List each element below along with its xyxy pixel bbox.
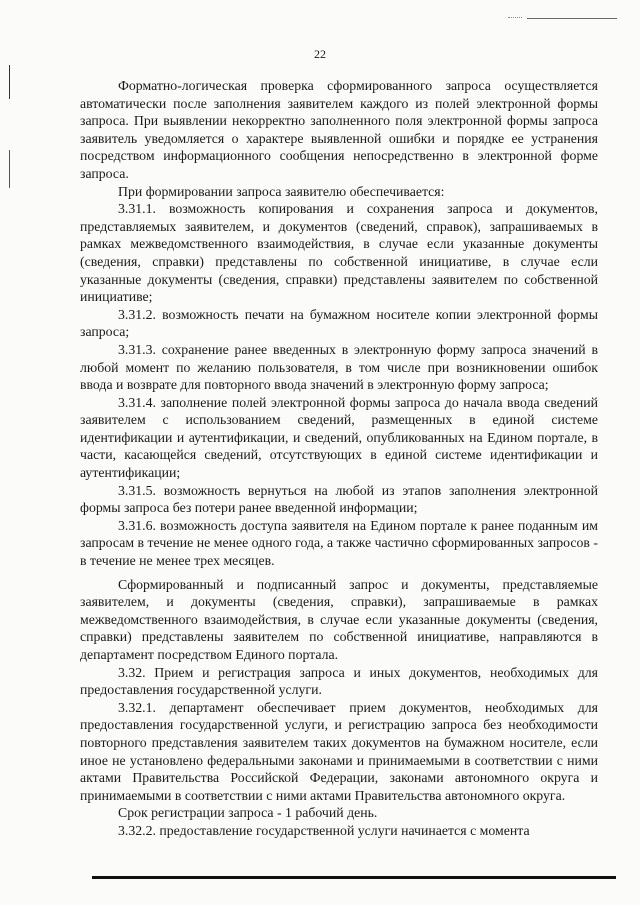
top-dotted-mark: [508, 17, 522, 20]
paragraph-3-31-4: 3.31.4. заполнение полей электронной формы запроса до начала ввода сведений заявителем с использованием сведений, размещенных в единой системе идентификации и аутентификации, и сведений, опубликованных на Едином портале, в части, касающейся сведений, отсутствующих в единой системе идентификации и аутентификации;: [80, 394, 598, 481]
paragraph-3-32-2: 3.32.2. предоставление государственной услуги начинается с момента: [118, 822, 530, 838]
paragraph-3-31-1: 3.31.1. возможность копирования и сохранения запроса и документов, представляемых заявителем, и документов (сведений, справок), запрашиваемых в рамках межведомственного взаимодействия, в случае если указанные документы (сведения, справки) представлены по собственной инициативе, в случае если указанные документы (сведения, справки) представлены заявителем по собственной инициативе;: [80, 201, 598, 305]
document-body: [80, 77, 598, 840]
paragraph-submitted-request: Сформированный и подписанный запрос и документы, представляемые заявителем, и документы (сведения, справки), запрашиваемые в рамках межведомственного взаимодействия, в случае если указанные документы (сведения, справки) представлены заявителем по собственной инициативе, направляются в департамент посредством Единого портала.: [80, 576, 598, 662]
bottom-rule: [92, 876, 616, 879]
paragraph-3-31-3: 3.31.3. сохранение ранее введенных в электронную форму запроса значений в любой момент по желанию пользователя, в том числе при возникновении ошибок ввода и возврате для повторного ввода значений в электронную форму запроса;: [80, 341, 598, 393]
paragraph-3-32-1: 3.32.1. департамент обеспечивает прием документов, необходимых для предоставления государственной услуги, и регистрацию запроса без необходимости повторного представления заявителем таких документов на бумажном носителе, если иное не установлено федеральными законами и принимаемыми в соответствии с ними актами Правительства Российской Федерации, законами автономного округа и принимаемыми в соответствии с ними актами Правительства автономного округа.: [80, 699, 598, 803]
paragraph-3-32: 3.32. Прием и регистрация запроса и иных документов, необходимых для предоставления государственной услуги.: [80, 664, 598, 698]
page-number: 22: [314, 47, 326, 61]
paragraph-3-31-5: 3.31.5. возможность вернуться на любой из этапов заполнения электронной формы запроса без потери ранее введенной информации;: [80, 482, 598, 516]
paragraph-3-31-2: 3.31.2. возможность печати на бумажном носителе копии электронной формы запроса;: [80, 306, 598, 340]
paragraph-intro: При формировании запроса заявителю обеспечивается:: [118, 183, 445, 199]
paragraph-registration-term: Срок регистрации запроса - 1 рабочий день.: [118, 805, 378, 821]
paragraph-format-check: Форматно-логическая проверка сформированного запроса осуществляется автоматически после заполнения заявителем каждого из полей электронной формы запроса. При выявлении некорректно заполненного поля электронной формы запроса заявитель уведомляется о характере выявленной ошибки и порядке ее устранения посредством информационного сообщения непосредственно в электронной форме запроса.: [80, 78, 598, 181]
margin-mark: [9, 65, 10, 99]
top-rule: [527, 18, 617, 19]
margin-mark: [9, 150, 10, 188]
paragraph-3-31-6: 3.31.6. возможность доступа заявителя на Едином портале к ранее поданным им запросам в течение не менее одного года, а также частично сформированных запросов - в течение не менее трех месяцев.: [80, 517, 598, 569]
